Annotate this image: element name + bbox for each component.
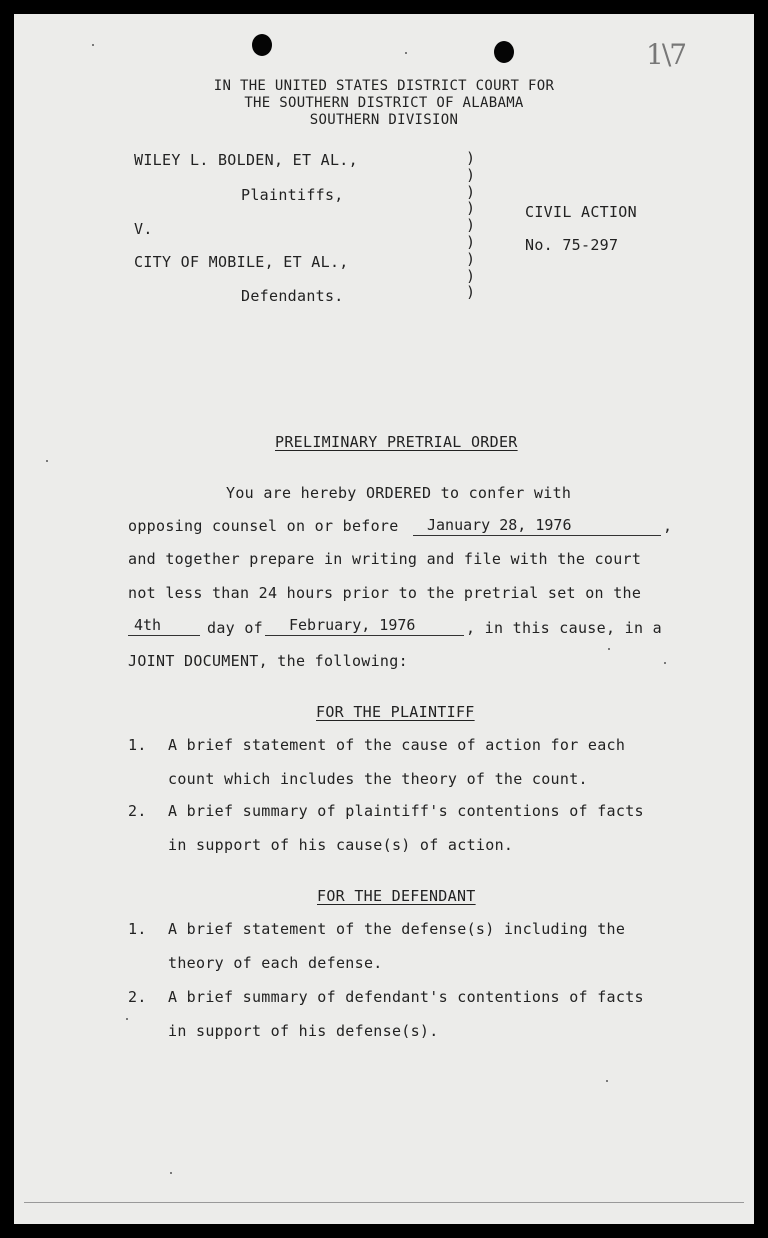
pretrial-day-field: 4th [128,616,200,636]
plaintiff-item2-line2: in support of his cause(s) of action. [168,836,514,854]
plaintiff-item1-number: 1. [128,736,147,754]
confer-date-field: January 28, 1976 [413,516,661,536]
punch-hole-left [252,34,272,56]
body-line5-end: , in this cause, in a [466,619,662,637]
paper-speck [170,1172,172,1174]
body-line1: You are hereby ORDERED to confer with [226,484,572,502]
paper-speck [608,648,610,650]
plaintiff-item1-line1: A brief statement of the cause of action for each [168,736,626,754]
plaintiff-item1-line2: count which includes the theory of the count. [168,770,588,788]
plaintiff-section-heading: FOR THE PLAINTIFF [316,703,475,721]
versus: V. [134,220,153,238]
plaintiff-role: Plaintiffs, [241,186,344,204]
day-of-label: day of [207,619,263,637]
defendant-item1-line2: theory of each defense. [168,954,383,972]
civil-action-label: CIVIL ACTION [525,203,637,221]
defendant-section-heading: FOR THE DEFENDANT [317,887,476,905]
defendant-item2-number: 2. [128,988,147,1006]
document-page [14,14,754,1224]
defendant-item1-number: 1. [128,920,147,938]
paper-speck [606,1080,608,1082]
paper-speck [46,460,48,462]
paper-speck [405,52,407,54]
court-header-line1: IN THE UNITED STATES DISTRICT COURT FOR [213,78,555,94]
plaintiff-item2-line1: A brief summary of plaintiff's contentions of facts [168,802,644,820]
paper-speck [126,1018,128,1020]
defendant-role: Defendants. [241,287,344,305]
order-title: PRELIMINARY PRETRIAL ORDER [275,433,518,451]
case-number: No. 75-297 [525,236,619,254]
defendant-item2-line1: A brief summary of defendant's contentions of facts [168,988,644,1006]
defendant-name: CITY OF MOBILE, ET AL., [134,253,349,271]
paper-speck [664,662,666,664]
paper-speck [92,44,94,46]
body-line2-end: , [663,517,673,535]
caption-parentheses: ) ) ) ) ) ) ) ) ) [466,149,476,302]
punch-hole-right [494,41,514,63]
pretrial-month-field: February, 1976 [265,616,464,636]
page-bottom-edge [24,1202,744,1203]
defendant-item1-line1: A brief statement of the defense(s) including the [168,920,626,938]
court-header-line3: SOUTHERN DIVISION [309,112,459,128]
body-line3: and together prepare in writing and file with the court [128,550,642,568]
body-line2-start: opposing counsel on or before [128,517,399,535]
plaintiff-item2-number: 2. [128,802,147,820]
court-header-line2: THE SOUTHERN DISTRICT OF ALABAMA [244,95,524,111]
body-line4: not less than 24 hours prior to the pretrial set on the [128,584,642,602]
body-line6: JOINT DOCUMENT, the following: [128,652,408,670]
plaintiff-name: WILEY L. BOLDEN, ET AL., [134,151,358,169]
handwritten-page-mark: 1\7 [646,38,686,71]
defendant-item2-line2: in support of his defense(s). [168,1022,439,1040]
